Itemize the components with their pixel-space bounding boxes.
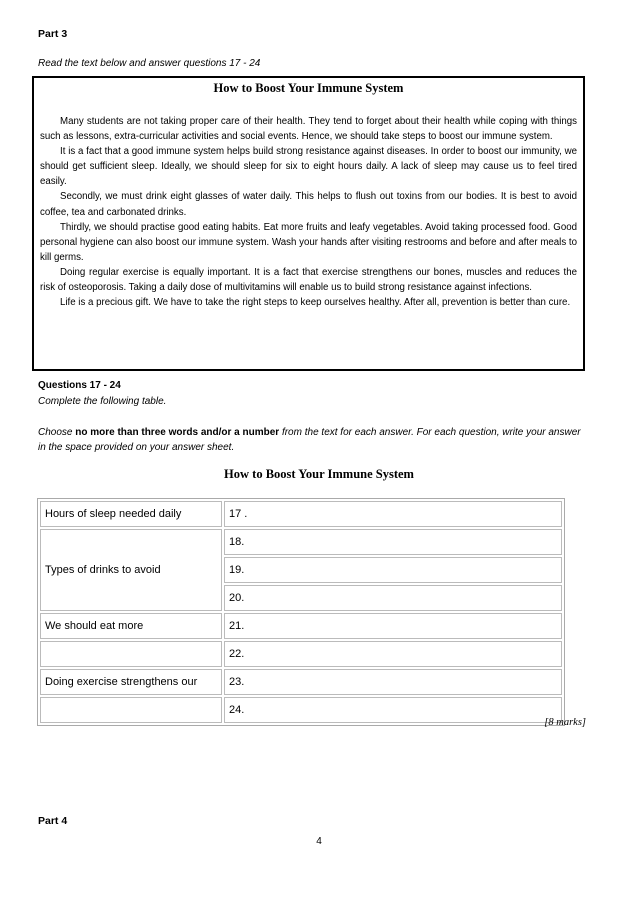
answer-cell: 18. bbox=[224, 529, 562, 555]
choose-instruction bbox=[38, 425, 588, 455]
part-4-heading: Part 4 bbox=[38, 815, 68, 827]
passage-paragraph: It is a fact that a good immune system helps build strong resistance against diseases. In order to boost our immunity, we should get sufficient sleep. Ideally, we should sleep for six to eight hours daily. A lack of sleep may cause us to feel tired easily. bbox=[40, 146, 577, 188]
table-row bbox=[40, 697, 562, 723]
table-row bbox=[40, 529, 562, 555]
passage-paragraph: Thirdly, we should practise good eating habits. Eat more fruits and leafy vegetables. Avoid taking processed food. Good personal hygiene can also boost our immune system. Wash your hands after visiting restrooms and before and after meals to kill germs. bbox=[40, 221, 577, 263]
row-label: Doing exercise strengthens our bbox=[40, 669, 222, 695]
row-label: We should eat more bbox=[40, 613, 222, 639]
passage-title: How to Boost Your Immune System bbox=[213, 81, 404, 95]
row-label: Hours of sleep needed daily bbox=[40, 501, 222, 527]
table-row bbox=[40, 501, 562, 527]
table-row bbox=[40, 641, 562, 667]
marks-label: [8 marks] bbox=[544, 717, 586, 728]
table-row bbox=[40, 669, 562, 695]
answer-cell: 23. bbox=[224, 669, 562, 695]
passage-paragraph: Doing regular exercise is equally important. It is a fact that exercise strengthens our bones, muscles and reduces the risk of osteoporosis. Taking a daily dose of multivitamins will enable us to build strong resistance against infections. bbox=[40, 266, 577, 294]
table-row bbox=[40, 613, 562, 639]
part-3-heading: Part 3 bbox=[38, 28, 68, 40]
answer-cell: 21. bbox=[224, 613, 562, 639]
passage-paragraph: Life is a precious gift. We have to take the right steps to keep ourselves healthy. After all, prevention is better than cure. bbox=[60, 297, 571, 309]
read-instruction: Read the text below and answer questions 17 - 24 bbox=[38, 58, 261, 69]
questions-subheading: Complete the following table. bbox=[38, 396, 167, 407]
page-number: 4 bbox=[316, 836, 322, 847]
passage-text bbox=[40, 114, 577, 310]
answer-cell: 24. bbox=[224, 697, 562, 723]
choose-rest: from the text for each answer. For each question, write your answer in the space provided on your answer sheet. bbox=[38, 427, 581, 453]
answer-cell: 19. bbox=[224, 557, 562, 583]
choose-bold: no more than three words and/or a number bbox=[75, 427, 280, 438]
answer-cell: 22. bbox=[224, 641, 562, 667]
row-label-empty bbox=[40, 641, 222, 667]
answer-cell: 17 . bbox=[224, 501, 562, 527]
questions-heading: Questions 17 - 24 bbox=[38, 380, 121, 391]
answer-table bbox=[37, 498, 565, 726]
row-label-empty bbox=[40, 697, 222, 723]
table-title: How to Boost Your Immune System bbox=[224, 467, 414, 481]
choose-lead: Choose bbox=[38, 427, 73, 438]
answer-cell: 20. bbox=[224, 585, 562, 611]
passage-box bbox=[32, 76, 585, 371]
row-label: Types of drinks to avoid bbox=[40, 529, 222, 611]
passage-paragraph: Many students are not taking proper care of their health. They tend to forget about their health while coping with things such as lessons, extra-curricular activities and social events. Hence, we should take steps to boost our immune system. bbox=[40, 116, 577, 143]
passage-paragraph: Secondly, we must drink eight glasses of water daily. This helps to flush out toxins from our bodies. It is best to avoid coffee, tea and carbonated drinks. bbox=[40, 191, 577, 218]
